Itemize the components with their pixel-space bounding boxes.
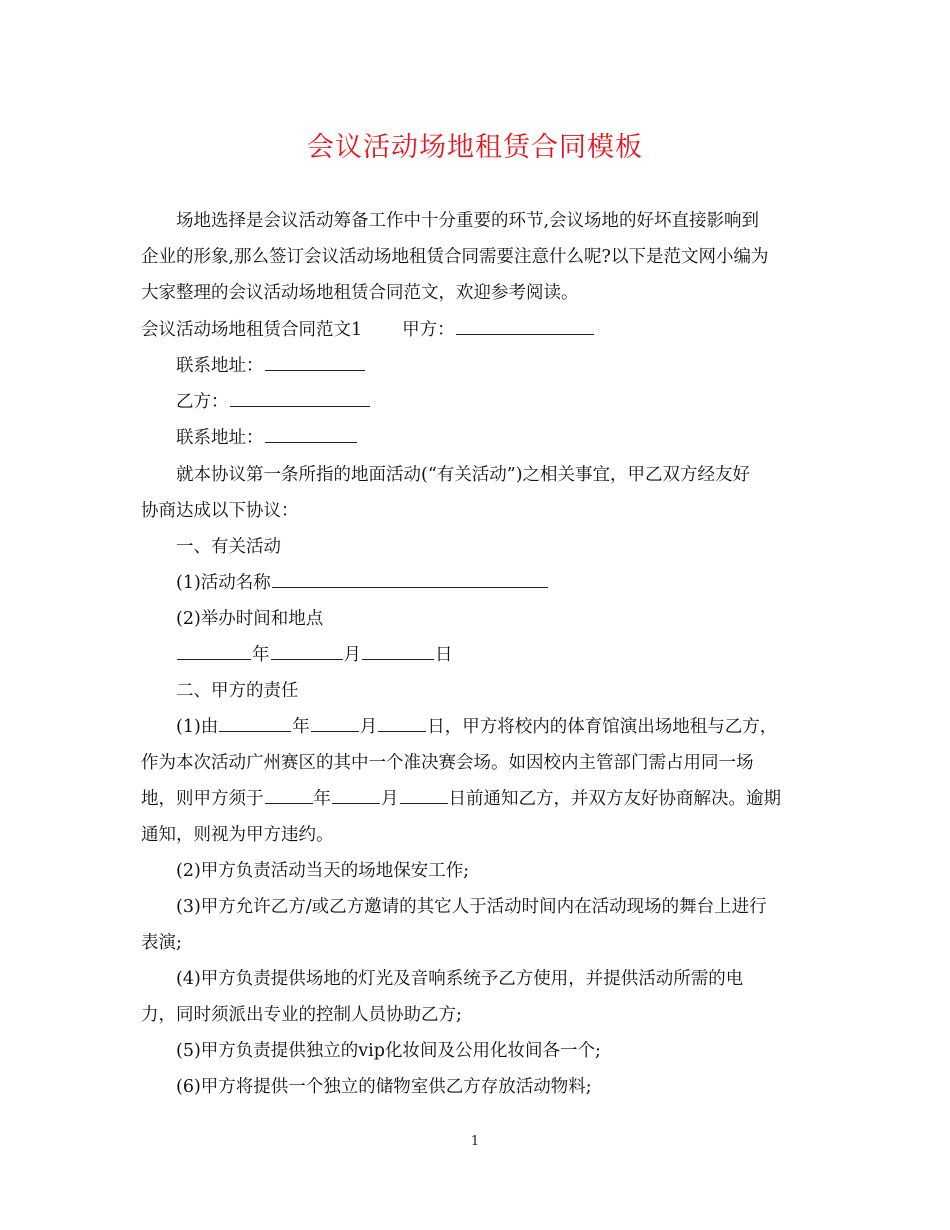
agreement-line-2: 协商达成以下协议： (141, 501, 299, 521)
clause-1-line-2: 作为本次活动广州赛区的其中一个准决赛会场。如因校内主管部门需占用同一场 (141, 753, 754, 773)
section-2-title: 二、甲方的责任 (176, 681, 299, 701)
clause-4-line-2: 力，同时须派出专业的控制人员协助乙方; (141, 1005, 462, 1025)
page-number: 1 (470, 1134, 480, 1149)
clause-3-line-2: 表演; (141, 933, 182, 953)
year-unit: 年 (252, 645, 270, 665)
activity-name-blank[interactable] (272, 565, 548, 588)
clause-5: (5)甲方负责提供独立的vip化妆间及公用化妆间各一个; (176, 1041, 601, 1061)
clause-4-line-1: (4)甲方负责提供场地的灯光及音响系统予乙方使用，并提供活动所需的电 (176, 969, 744, 989)
party-b-label: 乙方： (176, 392, 229, 412)
clause-1-year-unit: 年 (292, 717, 310, 737)
clause-1-line-4: 通知，则视为甲方违约。 (141, 825, 334, 845)
intro-line-1: 场地选择是会议活动筹备工作中十分重要的环节,会议场地的好坏直接影响到 (176, 211, 760, 231)
clause-1-day-text: 日，甲方将校内的体育馆演出场地租与乙方， (427, 717, 778, 737)
address-blank-2[interactable] (265, 420, 357, 443)
day-unit: 日 (435, 645, 453, 665)
section-1 (141, 529, 821, 673)
clause-1-notice-month-unit: 月 (381, 789, 399, 809)
clause-3-line-1: (3)甲方允许乙方/或乙方邀请的其它人于活动时间内在活动现场的舞台上进行 (176, 897, 767, 917)
clause-1-notice-year-blank[interactable] (265, 781, 313, 804)
clause-1-day-blank[interactable] (378, 709, 426, 732)
sample-heading-row (141, 312, 821, 348)
clause-1-month-blank[interactable] (311, 709, 359, 732)
clause-1-notice-day-blank[interactable] (400, 781, 448, 804)
year-blank[interactable] (177, 637, 251, 660)
month-blank[interactable] (271, 637, 343, 660)
clause-1-notice-year-unit: 年 (313, 789, 331, 809)
month-unit: 月 (343, 645, 361, 665)
agreement-line-1: 就本协议第一条所指的地面活动(“有关活动”)之相关事宜，甲乙双方经友好 (176, 465, 751, 485)
day-blank[interactable] (362, 637, 434, 660)
intro-line-2: 企业的形象,那么签订会议活动场地租赁合同需要注意什么呢?以下是范文网小编为 (141, 247, 769, 267)
clause-1-prefix: (1)由 (176, 717, 219, 737)
clause-1-line-3-prefix: 地，则甲方须于 (141, 789, 264, 809)
address-blank-1[interactable] (265, 348, 365, 371)
address-label-1: 联系地址： (176, 356, 264, 376)
section-1-title: 一、有关活动 (176, 537, 281, 557)
address-label-2: 联系地址： (176, 428, 264, 448)
party-block (141, 348, 821, 456)
intro-line-3: 大家整理的会议活动场地租赁合同范文，欢迎参考阅读。 (141, 283, 579, 303)
sample-heading: 会议活动场地租赁合同范文1 (141, 320, 363, 340)
time-place-label: (2)举办时间和地点 (176, 609, 324, 629)
clause-1-year-blank[interactable] (219, 709, 291, 732)
clause-2: (2)甲方负责活动当天的场地保安工作; (176, 861, 470, 881)
intro-paragraph (141, 203, 821, 311)
clause-6: (6)甲方将提供一个独立的储物室供乙方存放活动物料; (176, 1077, 592, 1097)
agreement-paragraph (141, 457, 821, 529)
party-a-label: 甲方： (402, 320, 455, 340)
clause-1-line-3-suffix: 日前通知乙方，并双方友好协商解决。逾期 (448, 789, 781, 809)
clause-1-month-unit: 月 (359, 717, 378, 737)
clause-1-notice-month-blank[interactable] (332, 781, 380, 804)
party-a-blank[interactable] (456, 312, 594, 335)
activity-name-label: (1)活动名称 (176, 573, 271, 593)
party-b-blank[interactable] (230, 384, 370, 407)
document-title: 会议活动场地租赁合同模板 (307, 132, 643, 163)
section-2 (141, 673, 821, 1105)
